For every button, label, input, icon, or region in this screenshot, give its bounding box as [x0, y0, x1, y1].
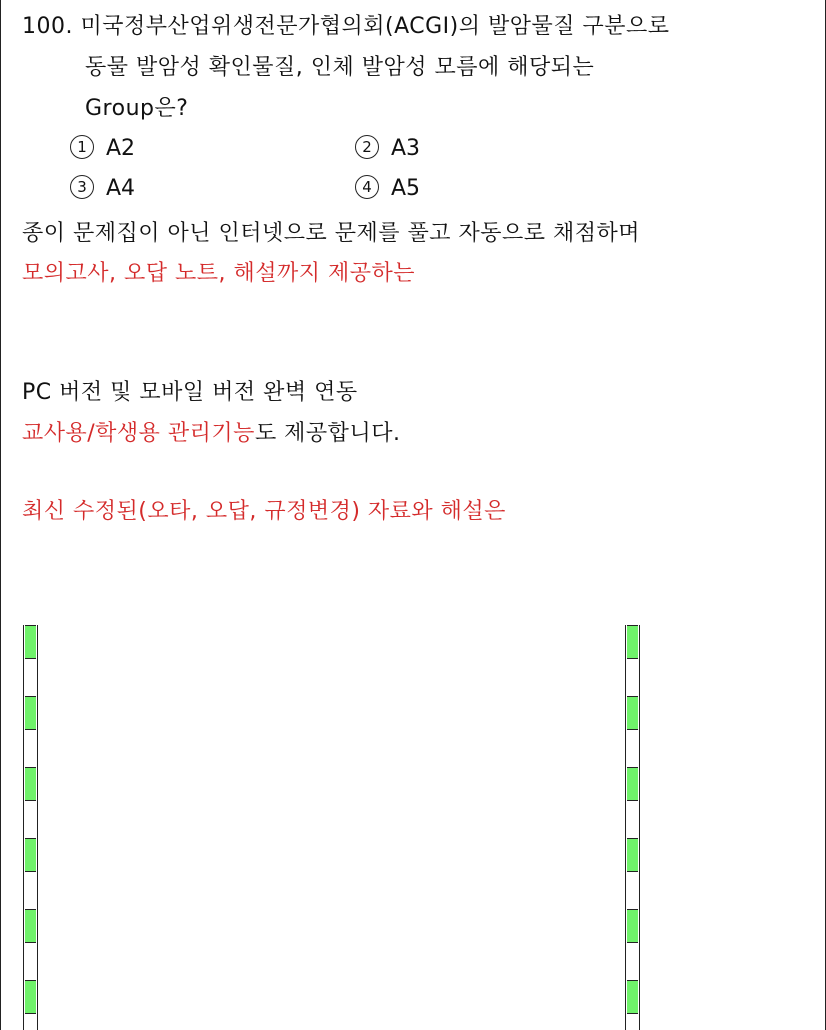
rail-tab: [627, 838, 638, 872]
circled-number-4: 4: [355, 175, 379, 199]
question-line-1: [22, 12, 670, 42]
circled-number-1: 1: [70, 135, 94, 159]
question-line-3: Group은?: [85, 96, 189, 121]
option-4[interactable]: [355, 174, 420, 204]
rail-tab: [627, 625, 638, 659]
option-2-text: A3: [391, 136, 421, 161]
right-rail: [625, 625, 640, 1030]
promo-line-3: PC 버전 및 모바일 버전 완벽 연동: [22, 380, 358, 405]
option-4-text: A5: [391, 176, 421, 201]
promo-line-1: 종이 문제집이 아닌 인터넷으로 문제를 풀고 자동으로 채점하며: [22, 221, 641, 246]
promo-line-2: 모의고사, 오답 노트, 해설까지 제공하는: [22, 261, 415, 286]
question-number: 100.: [22, 14, 73, 39]
rail-tab: [25, 838, 36, 872]
promo-line-4: [22, 419, 400, 449]
rail-tab: [25, 696, 36, 730]
rail-tab: [627, 696, 638, 730]
promo-line-5: 최신 수정된(오타, 오답, 규정변경) 자료와 해설은: [22, 499, 506, 524]
page-border-left: [0, 0, 1, 1030]
option-1-text: A2: [106, 136, 136, 161]
rail-tab: [627, 909, 638, 943]
rail-tab: [627, 980, 638, 1014]
promo-line-4-dark: 도 제공합니다.: [254, 421, 401, 446]
option-3[interactable]: [70, 174, 135, 204]
rail-tab: [25, 625, 36, 659]
circled-number-2: 2: [355, 135, 379, 159]
rail-tab: [25, 980, 36, 1014]
promo-line-4-red: 교사용/학생용 관리기능: [22, 421, 255, 446]
option-1[interactable]: [70, 134, 135, 164]
left-rail: [23, 625, 38, 1030]
option-2[interactable]: [355, 134, 420, 164]
rail-tab: [627, 767, 638, 801]
question-text-1: 미국정부산업위생전문가협의회(ACGI)의 발암물질 구분으로: [80, 14, 670, 39]
rail-tab: [25, 767, 36, 801]
question-line-2: 동물 발암성 확인물질, 인체 발암성 모름에 해당되는: [85, 55, 595, 80]
circled-number-3: 3: [70, 175, 94, 199]
option-3-text: A4: [106, 176, 136, 201]
rail-tab: [25, 909, 36, 943]
